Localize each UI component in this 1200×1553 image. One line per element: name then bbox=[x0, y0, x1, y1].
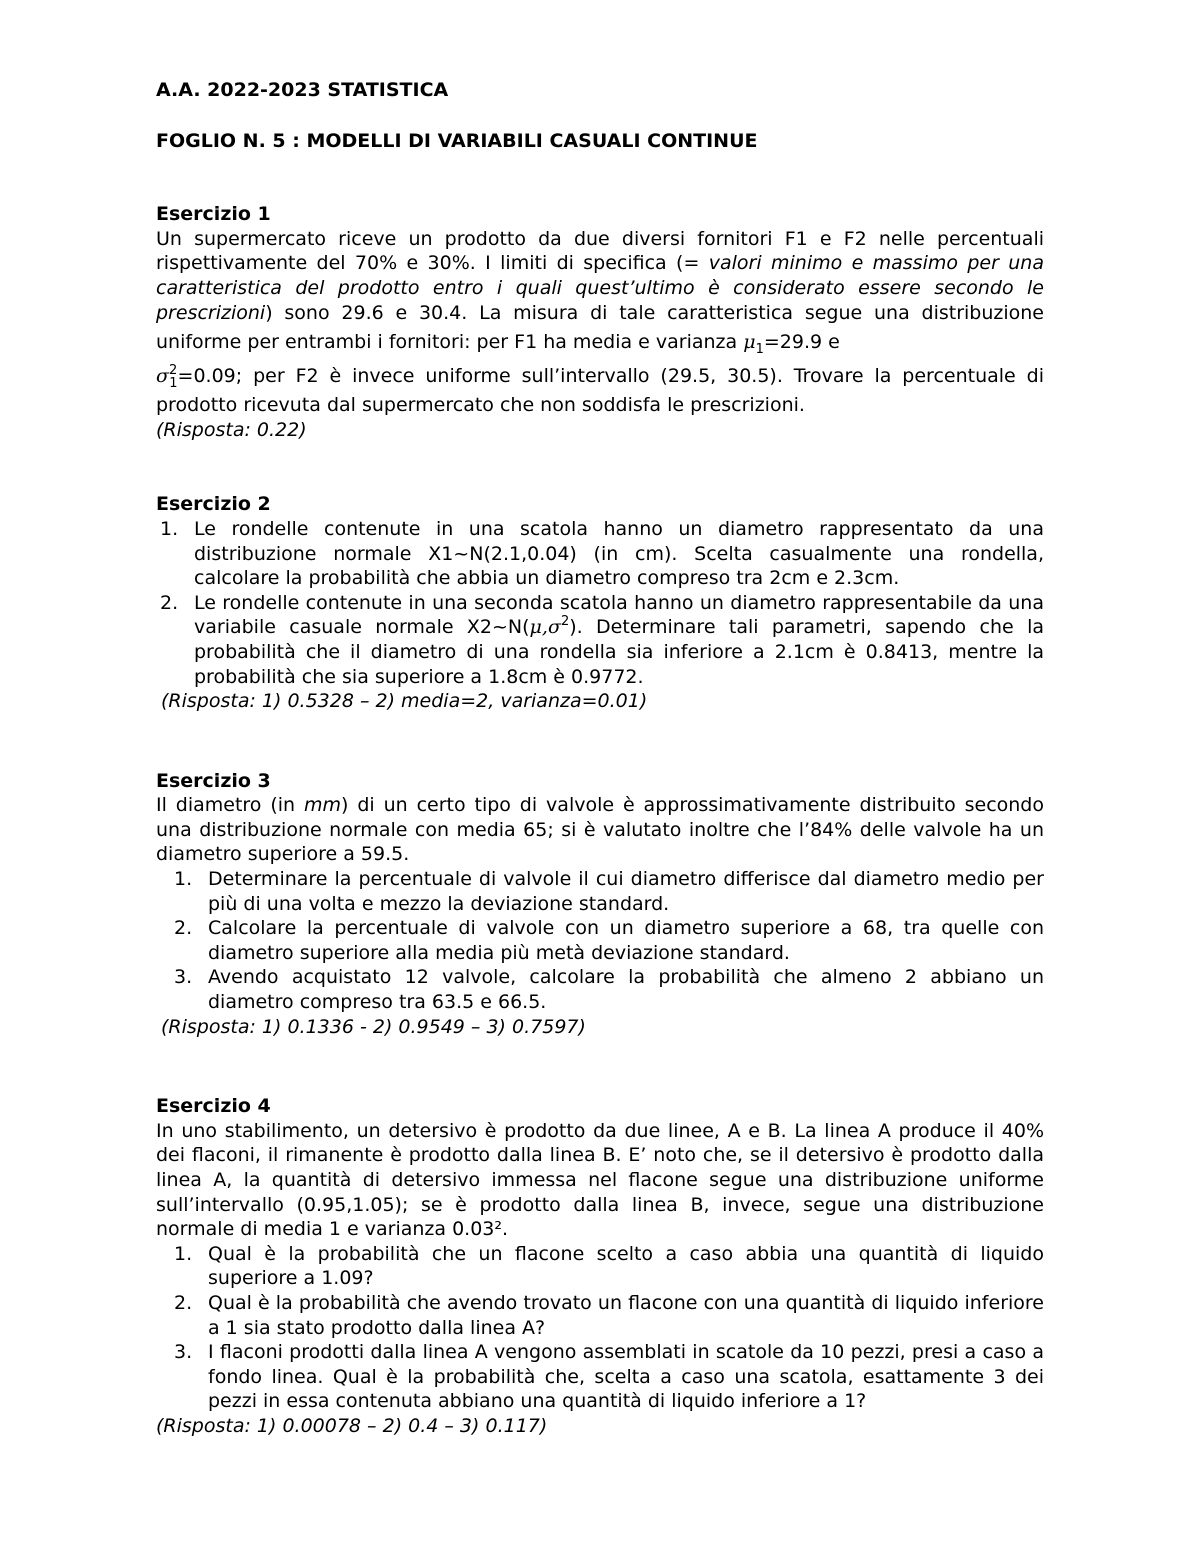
sheet-title: FOGLIO N. 5 : MODELLI DI VARIABILI CASUALI CONTINUE bbox=[156, 129, 758, 152]
item-text: Determinare la percentuale di valvole il cui diametro differisce dal diametro medio per più di una volta e mezzo la deviazione standard. bbox=[208, 868, 1044, 915]
list-item bbox=[156, 517, 1044, 591]
exercise-4-text: In uno stabilimento, un detersivo è prodotto da due linee, A e B. La linea A produce il 40% dei flaconi, il rimanente è prodotto dalla linea B. E’ noto che, se il detersivo è prodotto dalla linea A, la quantità di detersivo immessa nel flacone segue una distribuzione uniforme sull’intervallo (0.95,1.05); se è prodotto dalla linea B, invece, segue una distribuzione normale di media 1 e varianza 0.03². bbox=[156, 1119, 1044, 1241]
list-item bbox=[156, 591, 1044, 689]
sigma-subscript: 1 bbox=[169, 376, 178, 392]
exercise-3-text bbox=[156, 793, 1044, 867]
list-item bbox=[156, 1291, 1044, 1340]
exercise-3 bbox=[156, 769, 1044, 1040]
exercise-1-text-part: ; per F2 è invece uniforme sull’intervallo (29.5, 30.5). Trovare la percentuale di prodotto ricevuta dal supermercato che non soddisfa le prescrizioni. bbox=[156, 365, 1044, 417]
exercise-3-text-part: Il diametro (in bbox=[156, 794, 304, 817]
exercise-1-title: Esercizio 1 bbox=[156, 203, 271, 226]
exercise-2-list bbox=[156, 517, 1044, 689]
item-text: Qual è la probabilità che avendo trovato un flacone con una quantità di liquido inferiore a 1 sia stato prodotto dalla linea A? bbox=[208, 1291, 1044, 1339]
sigma-symbol: σ bbox=[156, 365, 169, 388]
document-page bbox=[156, 78, 1044, 1439]
item-number: 2. bbox=[174, 917, 193, 940]
item-number: 2. bbox=[174, 1291, 193, 1314]
mu-value: =29.9 e bbox=[763, 331, 840, 354]
item-number: 1. bbox=[174, 1242, 193, 1265]
exercise-2-answer: (Risposta: 1) 0.5328 – 2) media=2, varianza=0.01) bbox=[161, 690, 648, 713]
comma: , bbox=[541, 616, 548, 639]
exercise-3-text-part: ) di un certo tipo di valvole è approssimativamente distribuito secondo una distribuzione normale con media 65; si è valutato inoltre che l’84% delle valvole ha un diametro superiore a 59.5. bbox=[156, 794, 1044, 866]
exercise-4 bbox=[156, 1094, 1044, 1438]
item-text: Qual è la probabilità che un flacone scelto a caso abbia una quantità di liquido superiore a 1.09? bbox=[208, 1242, 1044, 1290]
exercise-1-answer: (Risposta: 0.22) bbox=[156, 418, 307, 441]
item-number: 1. bbox=[160, 517, 179, 540]
exercise-3-list bbox=[156, 867, 1044, 1015]
item-text: ). Determinare tali parametri, sapendo che la probabilità che il diametro di una rondella sia inferiore a 2.1cm è 0.8413, mentre la probabilità che sia superiore a 1.8cm è 0.9772. bbox=[194, 616, 1044, 688]
list-item bbox=[156, 1242, 1044, 1291]
item-text: I flaconi prodotti dalla linea A vengono assemblati in scatole da 10 pezzi, presi a caso a fondo linea. Qual è la probabilità che, scelta a caso una scatola, esattamente 3 dei pezzi in essa contenuta abbiano una quantità di liquido inferiore a 1? bbox=[208, 1341, 1044, 1413]
item-text: Avendo acquistato 12 valvole, calcolare la probabilità che almeno 2 abbiano un diametro compreso tra 63.5 e 66.5. bbox=[208, 966, 1044, 1014]
sigma-superscript: 2 bbox=[168, 363, 178, 379]
mu-symbol: μ bbox=[529, 616, 542, 639]
exercise-4-title: Esercizio 4 bbox=[156, 1095, 271, 1118]
exercise-2-title: Esercizio 2 bbox=[156, 493, 271, 516]
exercise-1-text-part: ) sono 29.6 e 30.4. La misura di tale caratteristica segue una distribuzione uniforme per entrambi i fornitori: per F1 ha media e varianza bbox=[156, 301, 1044, 354]
item-text: Calcolare la percentuale di valvole con un diametro superiore a 68, tra quelle con diametro superiore alla media più metà deviazione standard. bbox=[208, 917, 1044, 964]
list-item bbox=[156, 916, 1044, 965]
exercise-3-title: Esercizio 3 bbox=[156, 769, 271, 792]
mu-symbol: μ bbox=[743, 331, 756, 354]
item-text: Le rondelle contenute in una seconda scatola hanno un diametro rappresentabile da una variabile casuale normale X2~N( bbox=[194, 591, 1044, 639]
item-text: Le rondelle contenute in una scatola hanno un diametro rappresentato da una distribuzione normale X1~N(2.1,0.04) (in cm). Scelta casualmente una rondella, calcolare la probabilità che abbia un diametro compreso tra 2cm e 2.3cm. bbox=[194, 517, 1044, 590]
sigma-value: =0.09 bbox=[177, 365, 236, 388]
sigma-superscript: 2 bbox=[560, 614, 570, 630]
item-number: 2. bbox=[160, 591, 179, 614]
exercise-4-list bbox=[156, 1242, 1044, 1414]
exercise-1-text-part: Un supermercato riceve un prodotto da due diversi fornitori F1 e F2 nelle percentuali rispettivamente del 70% e 30%. I limiti di specifica (= bbox=[156, 227, 1044, 275]
item-number: 3. bbox=[174, 1341, 193, 1364]
list-item bbox=[156, 867, 1044, 916]
exercise-1-text bbox=[156, 227, 1044, 418]
list-item bbox=[156, 1340, 1044, 1414]
exercise-1 bbox=[156, 202, 1044, 442]
sigma-symbol: σ bbox=[547, 616, 561, 639]
item-number: 3. bbox=[174, 966, 193, 989]
unit-mm: mm bbox=[303, 794, 342, 817]
mu-subscript: 1 bbox=[755, 342, 764, 358]
exercise-4-answer: (Risposta: 1) 0.00078 – 2) 0.4 – 3) 0.117) bbox=[156, 1414, 548, 1437]
exercise-2 bbox=[156, 492, 1044, 713]
exercise-3-answer: (Risposta: 1) 0.1336 - 2) 0.9549 – 3) 0.7597) bbox=[161, 1015, 586, 1038]
list-item bbox=[156, 965, 1044, 1014]
exercise-1-italic-definition: valori minimo e massimo per una caratteristica del prodotto entro i quali quest’ultimo è considerato essere secondo le prescrizioni bbox=[156, 252, 1044, 324]
academic-year-title: A.A. 2022-2023 STATISTICA bbox=[156, 79, 449, 101]
item-number: 1. bbox=[174, 868, 193, 891]
